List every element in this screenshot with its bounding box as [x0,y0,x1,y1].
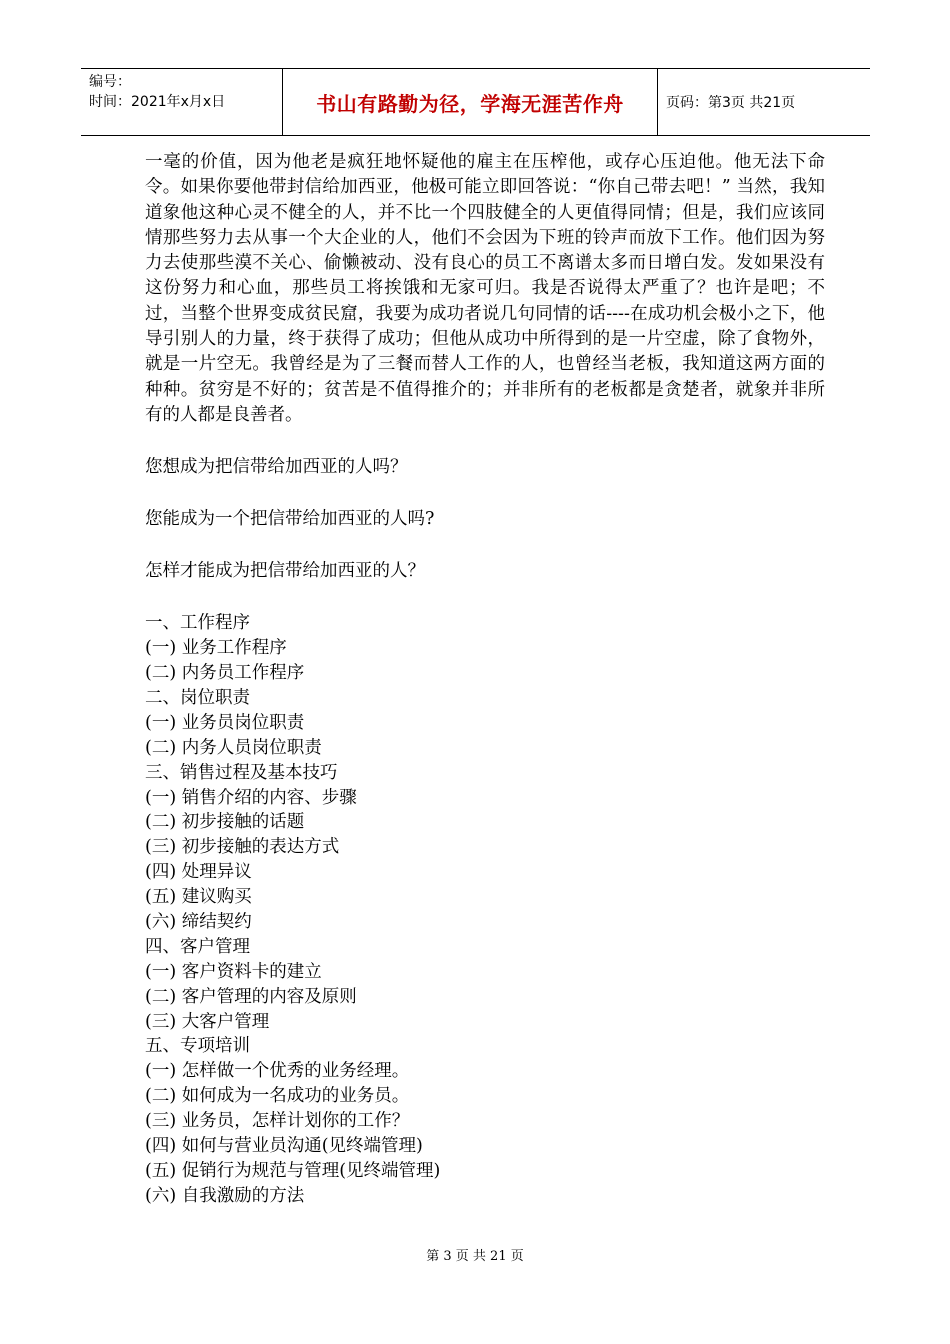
time-label: 时间：2021年x月x日 [89,94,226,110]
outline-item: (五) 促销行为规范与管理(见终端管理) [145,1160,441,1181]
spacer [145,532,825,559]
outline-item: 四、客户管理 [145,936,250,957]
outline-item: (五) 建议购买 [145,887,252,908]
outline-item: (二) 初步接触的话题 [145,812,305,833]
document-body [145,150,825,1209]
outline-item: (二) 内务员工作程序 [145,663,305,684]
outline-item: (一) 销售介绍的内容、步骤 [145,787,357,808]
page-footer: 第 3 页 共 21 页 [426,1249,524,1264]
outline-item: (六) 缔结契约 [145,911,252,932]
page-header [81,68,870,136]
spacer [145,480,825,507]
number-label: 编号： [89,74,131,90]
outline-item: (一) 业务员岗位职责 [145,712,305,733]
spacer [145,584,825,611]
question-1: 您想成为把信带给加西亚的人吗？ [145,457,408,478]
header-page-info: 页码：第3页 共21页 [666,95,796,111]
question-3: 怎样才能成为把信带给加西亚的人？ [145,561,425,582]
outline-item: 一、工作程序 [145,613,250,634]
outline-item: (二) 内务人员岗位职责 [145,737,322,758]
outline-item: (三) 初步接触的表达方式 [145,837,340,858]
outline-item: (三) 业务员，怎样计划你的工作？ [145,1111,410,1132]
outline-item: (三) 大客户管理 [145,1011,270,1032]
outline-item: 五、专项培训 [145,1036,250,1057]
outline-item: (六) 自我激励的方法 [145,1185,305,1206]
outline-item: (四) 如何与营业员沟通(见终端管理) [145,1135,423,1156]
outline-list [145,611,825,1208]
outline-item: (一) 业务工作程序 [145,638,287,659]
question-2: 您能成为一个把信带给加西亚的人吗? [145,509,435,530]
outline-item: 二、岗位职责 [145,687,250,708]
outline-item: (一) 客户资料卡的建立 [145,961,322,982]
outline-item: (二) 如何成为一名成功的业务员。 [145,1086,410,1107]
outline-item: (一) 怎样做一个优秀的业务经理。 [145,1061,410,1082]
header-meta [81,69,283,135]
outline-item: (二) 客户管理的内容及原则 [145,986,357,1007]
body-paragraph: 一毫的价值，因为他老是疯狂地怀疑他的雇主在压榨他，或存心压迫他。他无法下命令。如果你要他带封信给加西亚，他极可能立即回答说：“你自己带去吧！” 当然，我知道象他这种心灵不健全的人，并不比一个四肢健全的人更值得同情；但是，我们应该同情那些努力去从事一个大企业的人，他们不会因为下班的铃声而放下工作。他们因为努力去使那些漠不关心、偷懒被动、没有良心的员工不离谱太多而日增白发。发如果没有这份努力和心血，那些员工将挨饿和无家可归。我是否说得太严重了？也许是吧；不过，当整个世界变成贫民窟，我要为成功者说几句同情的话----在成功机会极小之下，他导引别人的力量，终于获得了成功；但他从成功中所得到的是一片空虚，除了食物外，就是一片空无。我曾经是为了三餐而替人工作的人，也曾经当老板，我知道这两方面的种种。贫穷是不好的；贫苦是不值得推介的；并非所有的老板都是贪楚者，就象并非所有的人都是良善者。 [145,152,825,425]
spacer [145,428,825,455]
outline-item: (四) 处理异议 [145,862,252,883]
header-motto: 书山有路勤为径，学海无涯苦作舟 [283,69,658,135]
outline-item: 三、销售过程及基本技巧 [145,762,338,783]
